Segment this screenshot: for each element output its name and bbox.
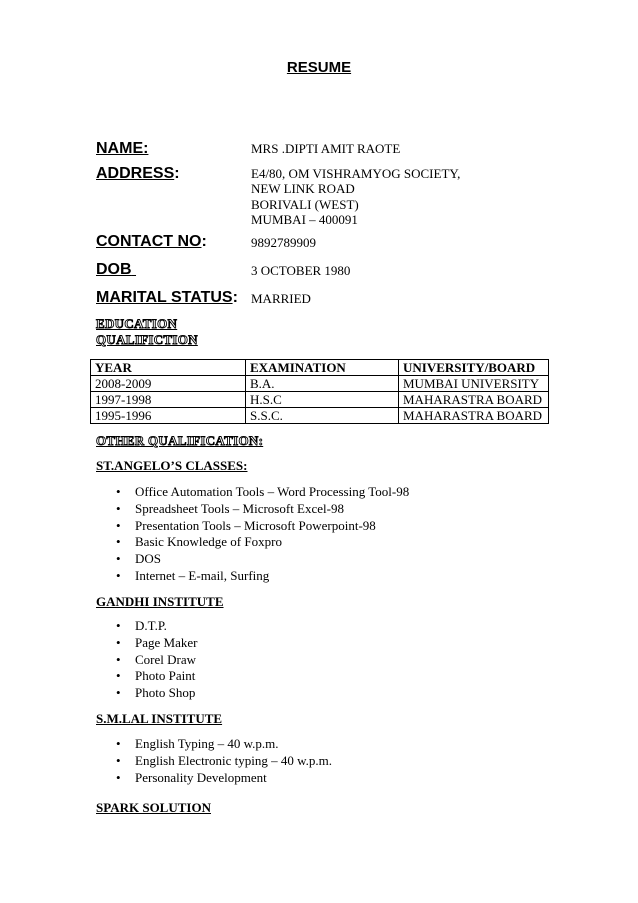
table-row — [91, 376, 549, 392]
name-value: MRS .DIPTI AMIT RAOTE — [251, 141, 401, 156]
table-cell: MAHARASTRA BOARD — [399, 392, 549, 408]
table-cell: B.A. — [246, 376, 399, 392]
list-item: • Spreadsheet Tools – Microsoft Excel-98 — [116, 501, 409, 518]
name-label: NAME: — [96, 140, 149, 157]
list-item: • Page Maker — [116, 635, 197, 652]
address-line: MUMBAI – 400091 — [251, 211, 358, 227]
table-cell: MUMBAI UNIVERSITY — [399, 376, 549, 392]
education-table — [90, 359, 549, 424]
section-title-gandhi-institute: GANDHI INSTITUTE — [96, 594, 224, 609]
table-row — [91, 408, 549, 424]
table-header-cell: UNIVERSITY/BOARD — [399, 360, 549, 376]
list-item: • English Electronic typing – 40 w.p.m. — [116, 753, 332, 770]
table-cell: 1997-1998 — [91, 392, 246, 408]
table-cell: S.S.C. — [246, 408, 399, 424]
list-item: • Corel Draw — [116, 652, 197, 669]
list-item: • Office Automation Tools – Word Processing Tool-98 — [116, 484, 409, 501]
section-title-st-angelos: ST.ANGELO’S CLASSES: — [96, 458, 248, 473]
section-title-sm-lal-institute: S.M.LAL INSTITUTE — [96, 711, 223, 726]
address-label: ADDRESS: — [96, 165, 180, 182]
list-item: • D.T.P. — [116, 618, 197, 635]
table-cell: MAHARASTRA BOARD — [399, 408, 549, 424]
table-header-cell: EXAMINATION — [246, 360, 399, 376]
table-header-row — [91, 360, 549, 376]
education-heading: EDUCATION QUALIFICTION — [96, 316, 198, 347]
contact-value: 9892789909 — [251, 235, 316, 250]
dob-label: DOB — [96, 261, 132, 278]
list-item: • Personality Development — [116, 770, 332, 787]
list-item: • Internet – E-mail, Surfing — [116, 568, 409, 585]
list-item: • English Typing – 40 w.p.m. — [116, 736, 332, 753]
gandhi-institute-list — [116, 618, 197, 702]
dob-value: 3 OCTOBER 1980 — [251, 263, 351, 278]
sm-lal-institute-list — [116, 736, 332, 786]
marital-status-value: MARRIED — [251, 291, 311, 306]
section-title-spark-solution: SPARK SOLUTION — [96, 800, 211, 815]
list-item: • DOS — [116, 551, 409, 568]
address-value — [251, 166, 460, 227]
list-item: • Photo Shop — [116, 685, 197, 702]
table-cell: 1995-1996 — [91, 408, 246, 424]
list-item: • Basic Knowledge of Foxpro — [116, 534, 409, 551]
marital-status-label: MARITAL STATUS: — [96, 289, 238, 306]
list-item: • Photo Paint — [116, 668, 197, 685]
other-qualification-heading: OTHER QUALIFICATION: — [96, 433, 264, 448]
address-line: E4/80, OM VISHRAMYOG SOCIETY, — [251, 166, 461, 181]
page-title: RESUME — [286, 59, 352, 76]
table-header-cell: YEAR — [91, 360, 246, 376]
st-angelos-list — [116, 484, 409, 585]
table-row — [91, 392, 549, 408]
contact-label: CONTACT NO: — [96, 233, 207, 250]
list-item: • Presentation Tools – Microsoft Powerpoint-98 — [116, 518, 409, 535]
address-line: NEW LINK ROAD — [251, 181, 355, 197]
table-cell: H.S.C — [246, 392, 399, 408]
address-line: BORIVALI (WEST) — [251, 196, 359, 212]
table-cell: 2008-2009 — [91, 376, 246, 392]
